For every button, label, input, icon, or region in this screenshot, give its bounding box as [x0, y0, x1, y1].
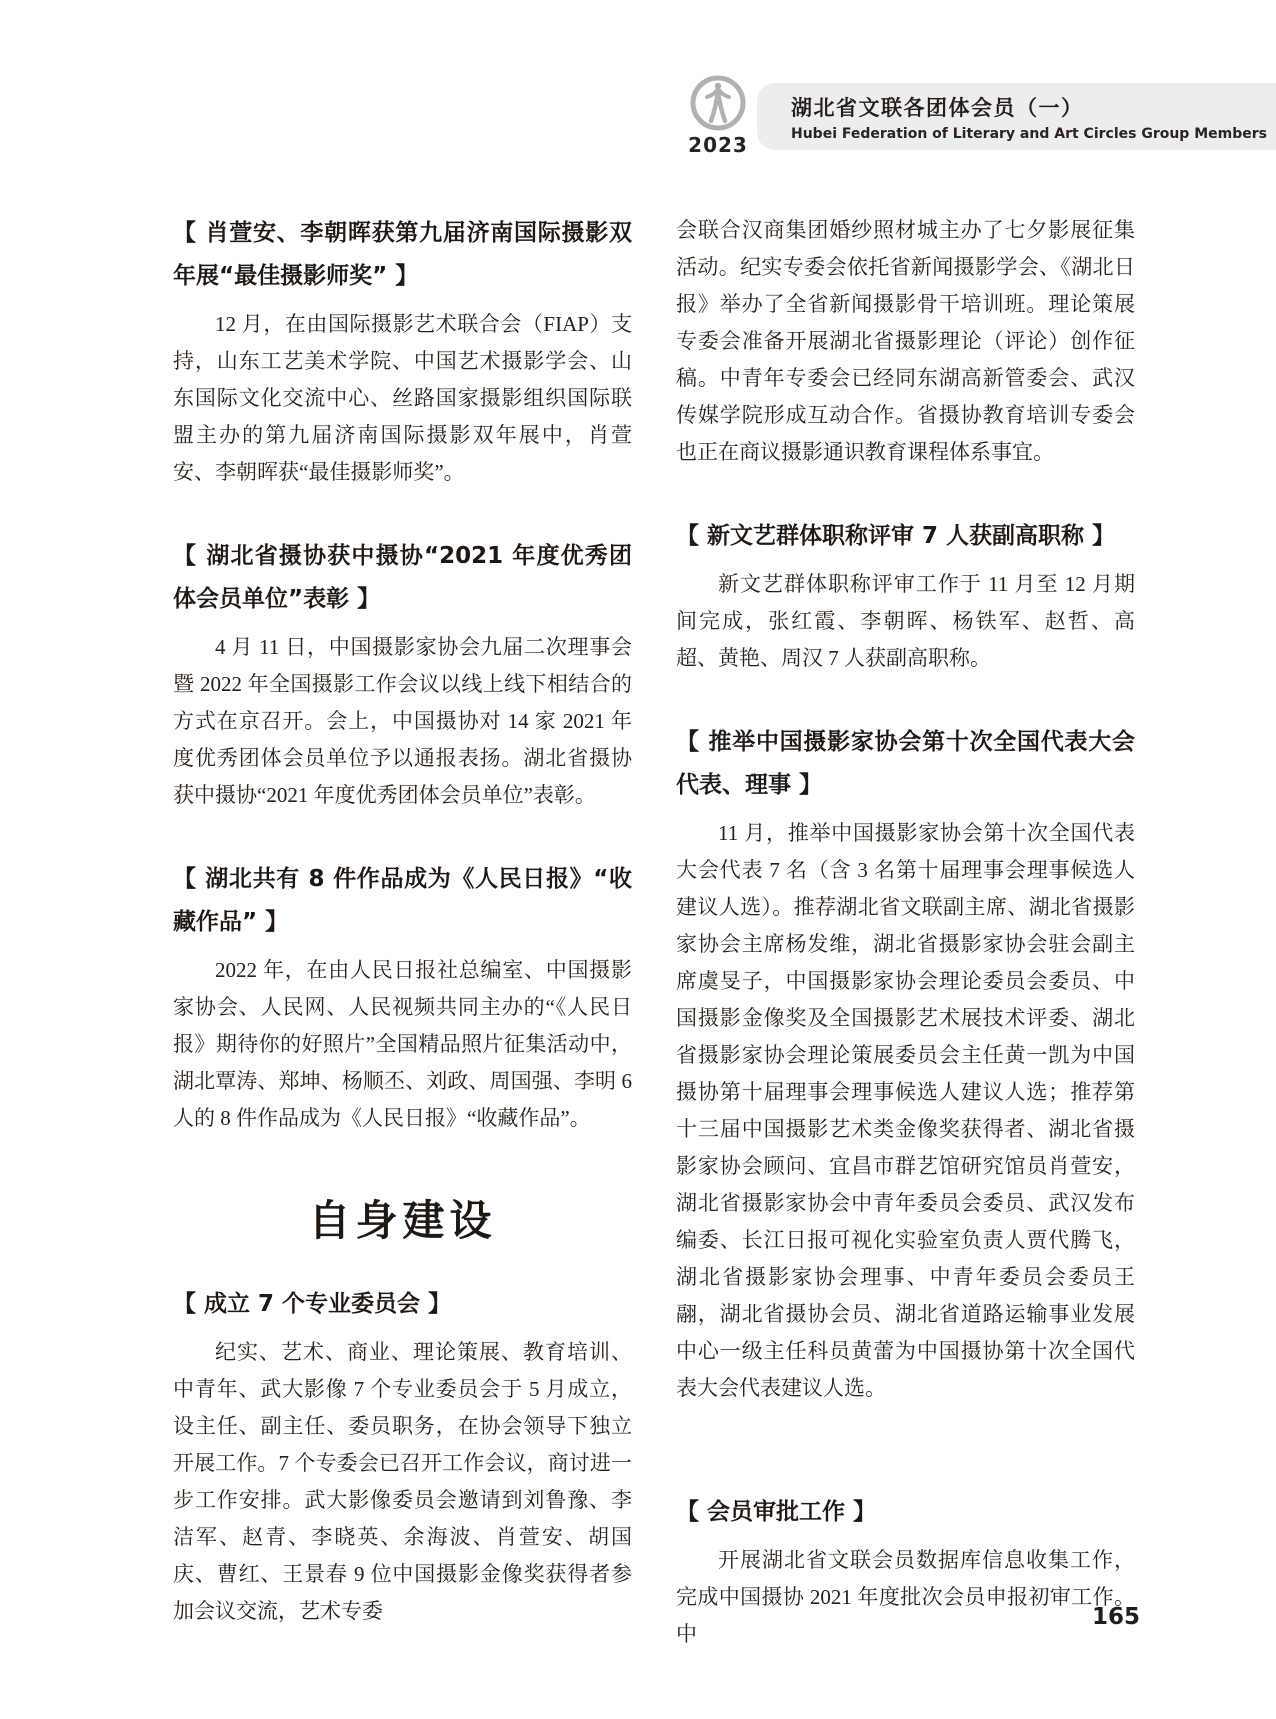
- entry-heading-seven-committees: 【 成立 7 个专业委员会 】: [173, 1291, 452, 1317]
- entry-heading-member-approval: 【 会员审批工作 】: [676, 1499, 877, 1525]
- entry-body-continuation: 会联合汉商集团婚纱照材城主办了七夕影展征集活动。纪实专委会依托省新闻摄影学会、《湖北日报》举办了全省新闻摄影骨干培训班。理论策展专委会准备开展湖北省摄影理论（评论）创作征稿。中青年专委会已经同东湖高新管委会、武汉传媒学院形成互动合作。省摄协教育培训专委会也正在商议摄影通识教育课程体系事宜。: [676, 218, 1135, 464]
- entry-body-xiao-xuanan-award: 12 月，在由国际摄影艺术联合会（FIAP）支持，山东工艺美术学院、中国艺术摄影学会、山东国际文化交流中心、丝路国家摄影组织国际联盟主办的第九届济南国际摄影双年展中，肖萱安、李朝晖获“最佳摄影师奖”。: [173, 312, 632, 484]
- entry-body-title-review: 新文艺群体职称评审工作于 11 月至 12 月期间完成，张红霞、李朝晖、杨铁军、赵哲、高超、黄艳、周汉 7 人获副高职称。: [676, 572, 1135, 670]
- entry-body-peoples-daily-collection: 2022 年，在由人民日报社总编室、中国摄影家协会、人民网、人民视频共同主办的“《人民日报》期待你的好照片”全国精品照片征集活动中，湖北覃涛、郑坤、杨顺丕、刘政、周国强、李明 6 人的 8 件作品成为《人民日报》“收藏作品”。: [173, 958, 632, 1130]
- page-number: 165: [1092, 1604, 1141, 1630]
- entry-heading-excellent-member-unit: 【 湖北省摄协获中摄协“2021 年度优秀团体会员单位”表彰 】: [173, 543, 632, 612]
- header-title-cn: 湖北省文联各团体会员（一）: [791, 96, 1084, 120]
- federation-emblem-icon: [686, 74, 750, 132]
- page-body: [173, 212, 1135, 1653]
- header-title-en: Hubei Federation of Literary and Art Circles Group Members: [791, 126, 1267, 142]
- entry-body-congress-delegates: 11 月，推举中国摄影家协会第十次全国代表大会代表 7 名（含 3 名第十届理事会理事候选人建议人选）。推荐湖北省文联副主席、湖北省摄影家协会主席杨发维，湖北省摄影家协会驻会副主席虞旻子，中国摄影家协会理论委员会委员、中国摄影金像奖及全国摄影艺术展技术评委、湖北省摄影家协会理论策展委员会主任黄一凯为中国摄协第十届理事会理事候选人建议人选；推荐第十三届中国摄影艺术类金像奖获得者、湖北省摄影家协会顾问、宜昌市群艺馆研究馆员肖萱安，湖北省摄影家协会中青年委员会委员、武汉发布编委、长江日报可视化实验室负责人贾代腾飞，湖北省摄影家协会理事、中青年委员会委员王翮，湖北省摄协会员、湖北省道路运输事业发展中心一级主任科员黄蕾为中国摄协第十次全国代表大会代表建议人选。: [676, 821, 1135, 1400]
- entry-body-seven-committees: 纪实、艺术、商业、理论策展、教育培训、中青年、武大影像 7 个专业委员会于 5 月成立，设主任、副主任、委员职务，在协会领导下独立开展工作。7 个专委会已召开工作会议，商讨进一步工作安排。武大影像委员会邀请到刘鲁豫、李洁军、赵青、李晓英、余海波、肖萱安、胡国庆、曹红、王景春 9 位中国摄影金像奖获得者参加会议交流，艺术专委: [173, 1340, 632, 1623]
- entry-body-excellent-member-unit: 4 月 11 日，中国摄影家协会九届二次理事会暨 2022 年全国摄影工作会议以线上线下相结合的方式在京召开。会上，中国摄协对 14 家 2021 年度优秀团体会员单位予以通报表扬。湖北省摄协获中摄协“2021 年度优秀团体会员单位”表彰。: [173, 635, 632, 807]
- header-title-box: [757, 83, 1276, 150]
- entry-heading-xiao-xuanan-award: 【 肖萱安、李朝晖获第九届济南国际摄影双年展“最佳摄影师奖” 】: [173, 220, 632, 289]
- right-column: [676, 212, 1135, 1653]
- entry-heading-title-review: 【 新文艺群体职称评审 7 人获副高职称 】: [676, 523, 1116, 549]
- logo-year: 2023: [688, 133, 748, 157]
- left-column: [173, 212, 632, 1653]
- entry-heading-congress-delegates: 【 推举中国摄影家协会第十次全国代表大会代表、理事 】: [676, 729, 1135, 798]
- entry-body-member-approval: 开展湖北省文联会员数据库信息收集工作，完成中国摄协 2021 年度批次会员申报初审工作。中: [676, 1548, 1135, 1646]
- entry-heading-peoples-daily-collection: 【 湖北共有 8 件作品成为《人民日报》“收藏作品” 】: [173, 866, 632, 935]
- section-title-self-construction: 自身建设: [308, 1196, 497, 1245]
- logo-block: [686, 74, 750, 157]
